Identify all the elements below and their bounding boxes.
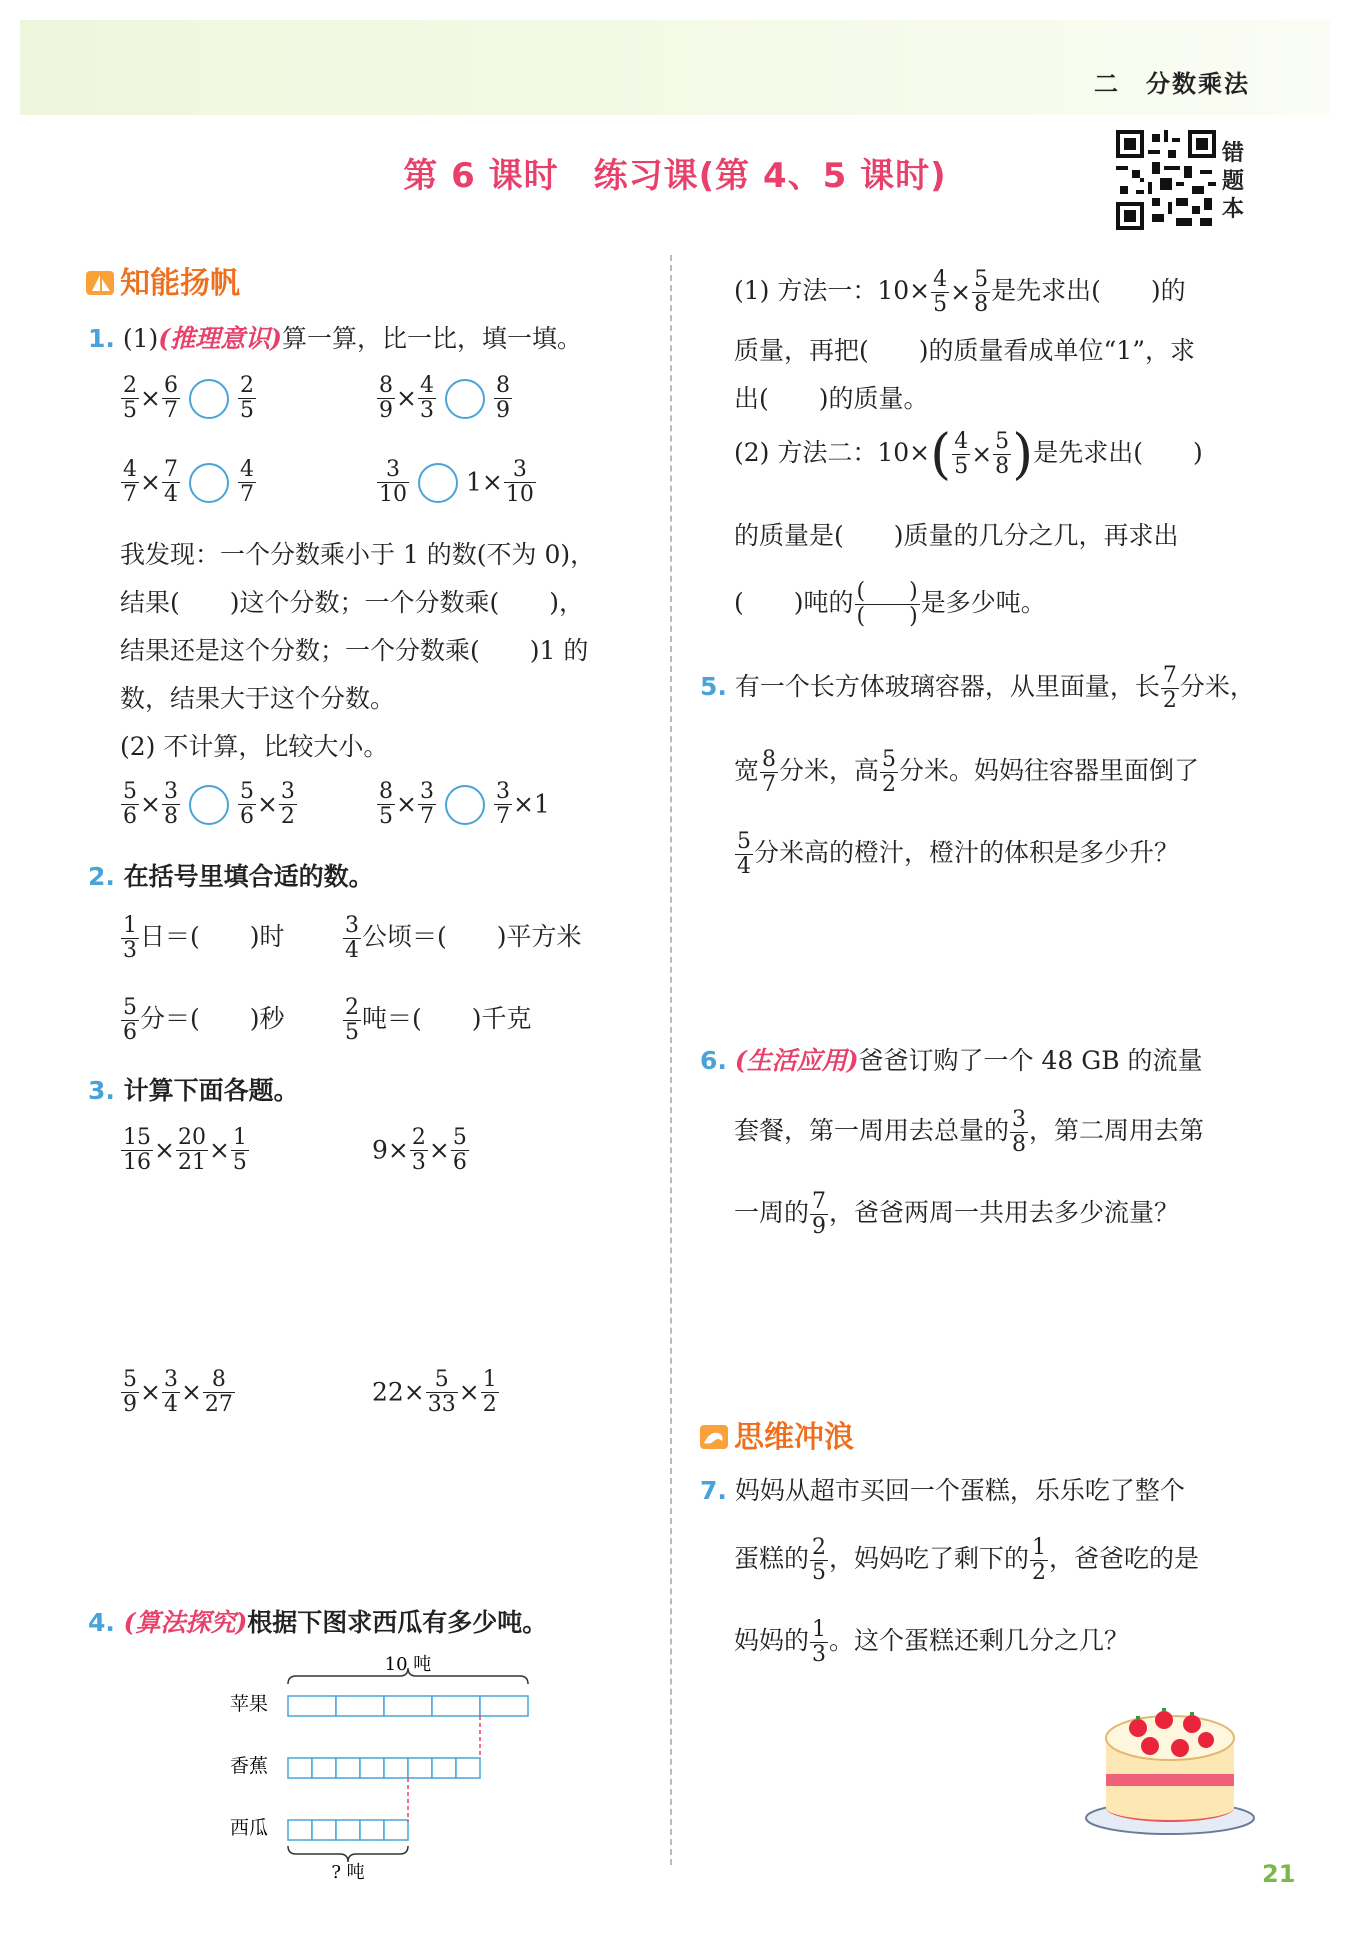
q4-m1b: 是先求出( )的 xyxy=(991,276,1186,305)
q4-method2-line1: (2) 方法二：10×( $\frac{4}{5}$ × $\frac{5}{8}$ )是先求出( ) xyxy=(734,422,1203,486)
section-heading-right xyxy=(700,1412,854,1456)
q2-a-text: 日＝( )时 xyxy=(140,922,285,951)
bar-segment xyxy=(432,1758,456,1778)
q2-b-text: 公顷＝( )平方米 xyxy=(362,922,582,951)
column-divider xyxy=(670,255,672,1865)
q4-text: 根据下图求西瓜有多少吨。 xyxy=(247,1608,548,1637)
q4-m2d: ( )吨的 xyxy=(734,588,854,617)
q5-l3: 分米高的橙汁，橙汁的体积是多少升？ xyxy=(754,838,1180,867)
q1-tag: (推理意识) xyxy=(158,324,282,353)
compare-circle[interactable] xyxy=(189,785,229,825)
q3-expr-2: 9× $\frac{2}{3}$ × $\frac{5}{6}$ xyxy=(372,1125,467,1175)
q2-number: 2. xyxy=(88,862,115,891)
q5-line2: 宽 $\frac{8}{7}$ 分米，高 $\frac{5}{2}$ 分米。妈妈往容器里面倒了 xyxy=(734,747,1200,797)
q4-tag: (算法探究) xyxy=(123,1608,248,1637)
section-heading-left xyxy=(86,258,240,302)
q7-line3: 妈妈的 $\frac{1}{3}$ 。这个蛋糕还剩几分之几？ xyxy=(734,1617,1130,1667)
q1-text: 算一算，比一比，填一填。 xyxy=(281,324,582,353)
q1-prompt xyxy=(88,320,582,358)
q5-number: 5. xyxy=(700,672,727,701)
bar-segment xyxy=(480,1696,528,1716)
q5-l1b: 分米， xyxy=(1179,672,1255,701)
cake-icon xyxy=(1080,1690,1260,1840)
bar-segment xyxy=(288,1696,336,1716)
q5-l2c: 分米。妈妈往容器里面倒了 xyxy=(899,756,1200,785)
q6-l3b: ，爸爸两周一共用去多少流量？ xyxy=(829,1198,1180,1227)
bar-segment xyxy=(336,1758,360,1778)
q1-compare-row-2b: $\frac{3}{10}$ 1× $\frac{3}{10}$ xyxy=(379,457,534,507)
q7-l2c: ，爸爸吃的是 xyxy=(1049,1544,1200,1573)
melon-bar xyxy=(288,1820,408,1840)
q1-compare-row-2: $\frac{4}{7}$ × $\frac{7}{4}$ $\frac{4}{7}$ xyxy=(123,457,254,507)
bar-segment xyxy=(336,1820,360,1840)
q4-method1-line3: 出( )的质量。 xyxy=(734,384,929,413)
diagram-banana-label: 香蕉 xyxy=(230,1755,269,1777)
qr-label: 错题本 xyxy=(1222,141,1245,222)
q3-text: 计算下面各题。 xyxy=(123,1076,299,1105)
q6-number: 6. xyxy=(700,1046,727,1075)
q2-text: 在括号里填合适的数。 xyxy=(123,862,374,891)
q7-number: 7. xyxy=(700,1476,727,1505)
q2-c-text: 分＝( )秒 xyxy=(140,1004,285,1033)
q4-method1-line1: (1) 方法一：10× $\frac{4}{5}$ × $\frac{5}{8}$ 是先求出( )的 xyxy=(734,267,1186,317)
q5-l1a: 有一个长方体玻璃容器，从里面量，长 xyxy=(734,672,1160,701)
q4-method1-line2: 质量，再把( )的质量看成单位“1”，求 xyxy=(734,336,1195,365)
q2-d-text: 吨＝( )千克 xyxy=(362,1004,532,1033)
blank-numerator[interactable]: ( ) xyxy=(856,579,918,604)
bar-segment xyxy=(360,1758,384,1778)
q4-number: 4. xyxy=(88,1608,115,1637)
q1-discover-3: 结果还是这个分数；一个分数乘( )1 的 xyxy=(120,636,589,665)
q3-number: 3. xyxy=(88,1076,115,1105)
q6-tag: (生活应用) xyxy=(734,1046,859,1075)
q7-l2b: ，妈妈吃了剩下的 xyxy=(829,1544,1030,1573)
bar-segment xyxy=(288,1820,312,1840)
diagram-apple-label: 苹果 xyxy=(230,1693,269,1715)
q4-m2a: (2) 方法二：10× xyxy=(734,438,931,467)
q4-prompt xyxy=(88,1604,547,1642)
q2-item-d: $\frac{2}{5}$ 吨＝( )千克 xyxy=(345,995,532,1045)
q7-l2a: 蛋糕的 xyxy=(734,1544,810,1573)
bar-segment xyxy=(456,1758,480,1778)
q2-item-c: $\frac{5}{6}$ 分＝( )秒 xyxy=(123,995,285,1045)
q6-l2b: ，第二周用去第 xyxy=(1029,1116,1205,1145)
chapter-label: 二 分数乘法 xyxy=(1094,70,1250,98)
compare-circle[interactable] xyxy=(189,463,229,503)
compare-circle[interactable] xyxy=(445,379,485,419)
bar-segment xyxy=(408,1758,432,1778)
bar-segment xyxy=(360,1820,384,1840)
bar-segment xyxy=(288,1758,312,1778)
q6-line1 xyxy=(700,1042,1203,1080)
compare-circle[interactable] xyxy=(445,785,485,825)
q6-l2a: 套餐，第一周用去总量的 xyxy=(734,1116,1010,1145)
q7-l3a: 妈妈的 xyxy=(734,1626,810,1655)
q7-line2: 蛋糕的 $\frac{2}{5}$ ，妈妈吃了剩下的 $\frac{1}{2}$ ，爸爸吃的是 xyxy=(734,1535,1200,1585)
bar-segment xyxy=(384,1820,408,1840)
bar-segment xyxy=(384,1696,432,1716)
q1-compare-row-1b: $\frac{8}{9}$ × $\frac{4}{3}$ $\frac{8}{9}$ xyxy=(379,373,510,423)
q1-compare-row-3: $\frac{5}{6}$ × $\frac{3}{8}$ $\frac{5}{6}$ × $\frac{3}{2}$ xyxy=(123,779,295,829)
segment-diagram xyxy=(200,1650,560,1880)
q5-l2b: 分米，高 xyxy=(779,756,880,785)
q4-method2-line3 xyxy=(734,580,1046,629)
q5-line3: $\frac{5}{4}$ 分米高的橙汁，橙汁的体积是多少升？ xyxy=(737,829,1180,879)
q3-expr-1: $\frac{15}{16}$ × $\frac{20}{21}$ × $\frac{1}{5}$ xyxy=(123,1125,247,1175)
q2-prompt xyxy=(88,858,374,896)
bar-segment xyxy=(384,1758,408,1778)
q5-line1: 5. 有一个长方体玻璃容器，从里面量，长 $\frac{7}{2}$ 分米， xyxy=(700,663,1255,713)
q1-part2: (2) 不计算，比较大小。 xyxy=(120,732,389,761)
q1-compare-row-3b: $\frac{8}{5}$ × $\frac{3}{7}$ $\frac{3}{7}$ ×1 xyxy=(379,779,550,829)
section-heading-right-text: 思维冲浪 xyxy=(734,1420,854,1455)
diagram-total-label: 10 吨 xyxy=(384,1654,432,1675)
diagram-question-label: ? 吨 xyxy=(331,1862,365,1880)
q1-part1: (1) xyxy=(122,324,159,353)
q4-m2e: 是多少吨。 xyxy=(920,588,1046,617)
q6-l3a: 一周的 xyxy=(734,1198,810,1227)
q3-prompt xyxy=(88,1072,299,1110)
lesson-title: 第 6 课时 练习课(第 4、5 课时) xyxy=(403,156,947,196)
bar-segment xyxy=(312,1820,336,1840)
q7-l3b: 。这个蛋糕还剩几分之几？ xyxy=(829,1626,1130,1655)
q6-line2: 套餐，第一周用去总量的 $\frac{3}{8}$ ，第二周用去第 xyxy=(734,1107,1205,1157)
q4-method2-line2: 的质量是( )质量的几分之几，再求出 xyxy=(734,521,1179,550)
q1-compare-row-1: $\frac{2}{5}$ × $\frac{6}{7}$ $\frac{2}{5}$ xyxy=(123,373,254,423)
q6-l1: 爸爸订购了一个 48 GB 的流量 xyxy=(858,1046,1203,1075)
q1-discover-4: 数，结果大于这个分数。 xyxy=(120,684,396,713)
q6-line3: 一周的 $\frac{7}{9}$ ，爸爸两周一共用去多少流量？ xyxy=(734,1189,1180,1239)
bar-segment xyxy=(312,1758,336,1778)
section-heading-left-text: 知能扬帆 xyxy=(120,266,240,301)
bar-segment xyxy=(336,1696,384,1716)
page-number: 21 xyxy=(1262,1860,1296,1888)
q1-discover-2: 结果( )这个分数；一个分数乘( )， xyxy=(120,588,585,617)
q1-number: 1. xyxy=(88,324,115,353)
blank-denominator[interactable]: ( ) xyxy=(856,604,918,629)
apple-bar xyxy=(288,1696,528,1716)
q2-item-a: $\frac{1}{3}$ 日＝( )时 xyxy=(123,913,285,963)
compare-circle[interactable] xyxy=(189,379,229,419)
bar-segment xyxy=(432,1696,480,1716)
q1-discover-1: 我发现：一个分数乘小于 1 的数(不为 0)， xyxy=(120,540,596,569)
q7-line1 xyxy=(700,1472,1185,1510)
q4-m2b: 是先求出( ) xyxy=(1033,438,1203,467)
q5-l2a: 宽 xyxy=(734,756,760,785)
q3-expr-3: $\frac{5}{9}$ × $\frac{3}{4}$ × $\frac{8}{27}$ xyxy=(123,1367,233,1417)
q3-expr-4: 22× $\frac{5}{33}$ × $\frac{1}{2}$ xyxy=(372,1367,497,1417)
sail-icon xyxy=(86,269,116,297)
compare-circle[interactable] xyxy=(418,463,458,503)
q7-l1: 妈妈从超市买回一个蛋糕，乐乐吃了整个 xyxy=(734,1476,1185,1505)
wave-icon xyxy=(700,1423,730,1451)
diagram-melon-label: 西瓜 xyxy=(230,1817,269,1839)
qr-code-icon[interactable] xyxy=(1116,130,1216,230)
q4-m1a: (1) 方法一：10× xyxy=(734,276,931,305)
q2-item-b: $\frac{3}{4}$ 公顷＝( )平方米 xyxy=(345,913,582,963)
banana-bar xyxy=(288,1758,480,1778)
